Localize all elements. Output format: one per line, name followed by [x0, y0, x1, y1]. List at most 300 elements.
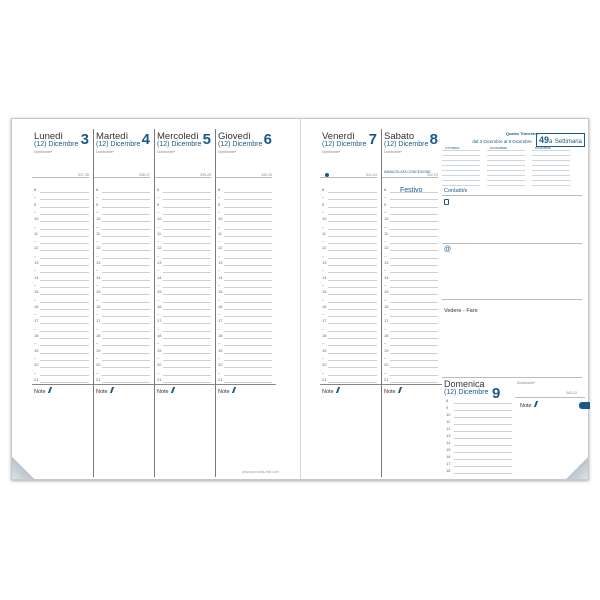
hour-line[interactable] — [390, 360, 438, 361]
hour-line[interactable] — [390, 258, 438, 259]
hour-line[interactable] — [40, 221, 89, 222]
hour-label: 17 — [157, 318, 162, 324]
hour-label: 9 — [96, 201, 99, 207]
hour-line[interactable] — [224, 280, 272, 281]
hour-line[interactable] — [328, 229, 377, 230]
divider — [216, 384, 276, 385]
hour-line[interactable] — [40, 353, 89, 354]
hour-line[interactable] — [390, 338, 438, 339]
hour-line[interactable] — [390, 323, 438, 324]
hour-line[interactable] — [224, 236, 272, 237]
hour-line[interactable] — [40, 214, 89, 215]
hour-line[interactable] — [102, 243, 150, 244]
hour-line[interactable] — [102, 250, 150, 251]
hour-line[interactable] — [40, 338, 89, 339]
hour-label: – — [157, 296, 160, 302]
hour-line[interactable] — [102, 323, 150, 324]
day-code: 337-28 — [78, 173, 89, 177]
hour-line[interactable] — [390, 229, 438, 230]
hour-line[interactable] — [40, 272, 89, 273]
hour-label: 13 — [322, 260, 327, 265]
hour-line[interactable] — [163, 316, 211, 317]
hour-line[interactable] — [390, 309, 438, 310]
hour-line[interactable] — [328, 302, 377, 303]
hour-line[interactable] — [102, 207, 150, 208]
hour-line[interactable] — [328, 207, 377, 208]
month-label-dec: DICEMBRE — [535, 146, 551, 150]
hour-label: 11 — [34, 230, 39, 236]
hour-label: 13 — [34, 260, 39, 265]
hour-label: – — [218, 340, 221, 346]
hour-label: 16 — [384, 303, 389, 309]
hour-line[interactable] — [102, 309, 150, 310]
agenda-spread — [11, 118, 589, 480]
contacts-label: Contatti/e — [444, 188, 468, 194]
hour-label: – — [218, 208, 221, 214]
hour-line[interactable] — [102, 265, 150, 266]
hour-line[interactable] — [454, 417, 512, 418]
hour-line[interactable] — [390, 236, 438, 237]
hour-line[interactable] — [224, 323, 272, 324]
day-saint: Dominante* — [96, 150, 115, 154]
hour-label: – — [96, 281, 99, 287]
hour-line[interactable] — [102, 316, 150, 317]
hour-line[interactable] — [40, 316, 89, 317]
hour-line[interactable] — [328, 309, 377, 310]
hour-line[interactable] — [328, 214, 377, 215]
hour-line[interactable] — [224, 229, 272, 230]
week-number: 49 — [539, 135, 550, 145]
quarter-range: dal 3 Dicembre al 9 Dicembre — [472, 139, 532, 144]
hour-line[interactable] — [224, 265, 272, 266]
hour-line[interactable] — [40, 367, 89, 368]
day-name: Lunedì — [34, 131, 64, 142]
hour-line[interactable] — [163, 236, 211, 237]
hour-label: – — [218, 325, 221, 331]
hour-label: 13 — [446, 433, 451, 438]
pen-icon — [232, 387, 236, 393]
mini-calendar-dec — [532, 150, 570, 186]
hour-line[interactable] — [163, 272, 211, 273]
hour-line[interactable] — [224, 345, 272, 346]
hour-line[interactable] — [40, 287, 89, 288]
quarter-title: Quarto Trimestre — [505, 131, 539, 136]
hour-line[interactable] — [328, 250, 377, 251]
hour-line[interactable] — [454, 438, 512, 439]
hour-line[interactable] — [163, 309, 211, 310]
hour-line[interactable] — [390, 221, 438, 222]
divider — [32, 384, 93, 385]
hour-line[interactable] — [163, 221, 211, 222]
hour-line[interactable] — [454, 424, 512, 425]
hour-line[interactable] — [163, 207, 211, 208]
hour-line[interactable] — [328, 192, 377, 193]
hour-label: – — [157, 208, 160, 214]
notes-area[interactable] — [384, 387, 401, 395]
hour-label: 9 — [218, 201, 221, 207]
hour-line[interactable] — [163, 294, 211, 295]
hour-line[interactable] — [40, 280, 89, 281]
hour-line[interactable] — [328, 360, 377, 361]
hour-line[interactable] — [224, 360, 272, 361]
hour-line[interactable] — [40, 323, 89, 324]
hour-line[interactable] — [102, 258, 150, 259]
hour-line[interactable] — [224, 316, 272, 317]
hour-label: – — [34, 252, 37, 258]
bullet-icon — [325, 173, 329, 177]
hour-line[interactable] — [328, 265, 377, 266]
hour-line[interactable] — [40, 309, 89, 310]
day-code: 342-23 — [427, 173, 438, 177]
day-column-5 — [154, 129, 215, 477]
hour-label: – — [322, 223, 325, 229]
hour-label: 9 — [446, 405, 449, 410]
day-code: 340-25 — [261, 173, 272, 177]
hour-line[interactable] — [328, 375, 377, 376]
hour-line[interactable] — [328, 316, 377, 317]
hour-label: – — [96, 296, 99, 302]
hour-line[interactable] — [454, 445, 512, 446]
sunday-month: (12) Dicembre — [444, 389, 489, 396]
hour-label: – — [96, 311, 99, 317]
hour-line[interactable] — [328, 345, 377, 346]
hour-line[interactable] — [328, 236, 377, 237]
hour-line[interactable] — [328, 199, 377, 200]
hour-label: – — [384, 267, 387, 273]
hour-label: 8 — [96, 187, 99, 192]
hour-line[interactable] — [40, 345, 89, 346]
week-label: Settimana — [554, 139, 582, 145]
hour-label: 8 — [384, 187, 387, 192]
day-month: (12) Dicembre — [96, 141, 141, 148]
hour-label: – — [384, 252, 387, 258]
hour-line[interactable] — [390, 345, 438, 346]
hour-line[interactable] — [40, 192, 89, 193]
hour-label: 18 — [157, 333, 162, 338]
hour-label: – — [218, 281, 221, 287]
hour-line[interactable] — [328, 338, 377, 339]
hour-line[interactable] — [224, 302, 272, 303]
divider — [94, 384, 154, 385]
hour-label: 15 — [34, 289, 39, 295]
hour-line[interactable] — [390, 353, 438, 354]
hour-line[interactable] — [102, 353, 150, 354]
hour-line[interactable] — [102, 360, 150, 361]
hour-line[interactable] — [224, 221, 272, 222]
hour-line[interactable] — [390, 280, 438, 281]
hour-label: 9 — [384, 201, 387, 207]
hour-line[interactable] — [224, 199, 272, 200]
hour-label: – — [34, 281, 37, 287]
hour-label: 14 — [322, 274, 327, 280]
hour-line[interactable] — [454, 452, 512, 453]
hour-line[interactable] — [390, 375, 438, 376]
notes-area[interactable] — [96, 387, 113, 395]
hour-line[interactable] — [163, 353, 211, 354]
hour-line[interactable] — [163, 265, 211, 266]
hour-label: – — [384, 354, 387, 360]
hour-line[interactable] — [454, 466, 512, 467]
day-saint: Dominante* — [384, 150, 403, 154]
hour-line[interactable] — [163, 338, 211, 339]
hour-line[interactable] — [102, 345, 150, 346]
day-number: 5 — [202, 131, 211, 148]
hour-line[interactable] — [454, 473, 512, 474]
hour-line[interactable] — [102, 294, 150, 295]
divider — [382, 177, 438, 178]
divider — [155, 384, 215, 385]
hour-line[interactable] — [224, 192, 272, 193]
hour-line[interactable] — [328, 367, 377, 368]
hour-label: 19 — [322, 347, 327, 353]
hour-line[interactable] — [163, 331, 211, 332]
hour-line[interactable] — [328, 243, 377, 244]
hour-line[interactable] — [40, 250, 89, 251]
hour-line[interactable] — [328, 287, 377, 288]
hour-line[interactable] — [390, 382, 438, 383]
hour-line[interactable] — [224, 375, 272, 376]
hour-line[interactable] — [40, 294, 89, 295]
hour-label: 12 — [384, 245, 389, 251]
hour-label: 8 — [157, 187, 160, 192]
day-name: Giovedì — [218, 131, 251, 142]
day-month: (12) Dicembre — [322, 141, 367, 148]
hour-label: 16 — [218, 303, 223, 309]
hour-label: 20 — [96, 362, 101, 368]
hour-line[interactable] — [40, 382, 89, 383]
hour-line[interactable] — [224, 338, 272, 339]
hour-line[interactable] — [390, 250, 438, 251]
hour-line[interactable] — [163, 375, 211, 376]
divider — [32, 177, 89, 178]
hour-line[interactable] — [102, 272, 150, 273]
hour-line[interactable] — [163, 382, 211, 383]
hour-label: – — [96, 238, 99, 244]
hour-line[interactable] — [224, 272, 272, 273]
hour-line[interactable] — [40, 375, 89, 376]
hour-label: – — [384, 369, 387, 375]
day-saint: Dominante* — [157, 150, 176, 154]
at-icon: @ — [444, 246, 452, 253]
divider — [442, 299, 582, 300]
hour-line[interactable] — [224, 382, 272, 383]
hour-line[interactable] — [328, 323, 377, 324]
hour-line[interactable] — [40, 258, 89, 259]
hour-line[interactable] — [328, 382, 377, 383]
hour-line[interactable] — [454, 403, 512, 404]
hour-line[interactable] — [390, 331, 438, 332]
hour-line[interactable] — [102, 192, 150, 193]
divider — [94, 177, 150, 178]
notes-area[interactable] — [34, 387, 51, 395]
hour-line[interactable] — [224, 294, 272, 295]
pen-icon — [398, 387, 402, 393]
hour-line[interactable] — [102, 199, 150, 200]
divider — [320, 177, 377, 178]
hour-label: – — [34, 267, 37, 273]
hour-label: – — [384, 208, 387, 214]
hour-line[interactable] — [40, 265, 89, 266]
hour-line[interactable] — [163, 258, 211, 259]
hour-label: 10 — [218, 216, 223, 222]
hour-line[interactable] — [102, 229, 150, 230]
hour-line[interactable] — [163, 367, 211, 368]
hour-label: 15 — [96, 289, 101, 295]
hour-line[interactable] — [40, 360, 89, 361]
hour-line[interactable] — [454, 459, 512, 460]
hour-line[interactable] — [390, 287, 438, 288]
hour-label: – — [96, 252, 99, 258]
hour-label: – — [96, 340, 99, 346]
hour-line[interactable] — [163, 214, 211, 215]
day-column-4 — [93, 129, 154, 477]
hour-line[interactable] — [328, 353, 377, 354]
hour-label: 20 — [34, 362, 39, 368]
hour-line[interactable] — [163, 243, 211, 244]
hour-label: – — [322, 296, 325, 302]
hour-label: 14 — [218, 274, 223, 280]
hour-label: 19 — [218, 347, 223, 353]
week-sep: a — [549, 139, 553, 145]
hour-label: 18 — [446, 468, 451, 473]
hour-line[interactable] — [328, 258, 377, 259]
hour-label: 12 — [446, 426, 451, 431]
hour-line[interactable] — [390, 302, 438, 303]
hour-line[interactable] — [40, 236, 89, 237]
hour-label: 8 — [322, 187, 325, 192]
hour-label: – — [157, 238, 160, 244]
hour-line[interactable] — [40, 302, 89, 303]
hour-label: – — [34, 354, 37, 360]
notes-label: Note — [157, 389, 169, 396]
hour-line[interactable] — [163, 280, 211, 281]
hour-line[interactable] — [102, 367, 150, 368]
hour-line[interactable] — [40, 199, 89, 200]
sunday-code: 343-22 — [566, 391, 577, 395]
hour-label: 14 — [34, 274, 39, 280]
hour-line[interactable] — [328, 331, 377, 332]
hour-label: – — [218, 369, 221, 375]
hour-label: 19 — [96, 347, 101, 353]
page-tab[interactable] — [579, 402, 590, 409]
hour-label: – — [218, 311, 221, 317]
hour-line[interactable] — [40, 229, 89, 230]
hour-label: – — [34, 340, 37, 346]
hour-label: 17 — [34, 318, 39, 324]
hour-line[interactable] — [224, 243, 272, 244]
hour-line[interactable] — [224, 214, 272, 215]
day-code: 339-26 — [200, 173, 211, 177]
hour-line[interactable] — [102, 214, 150, 215]
hour-line[interactable] — [224, 287, 272, 288]
hour-line[interactable] — [102, 221, 150, 222]
hour-line[interactable] — [224, 207, 272, 208]
day-name: Sabato — [384, 131, 415, 142]
hour-line[interactable] — [390, 367, 438, 368]
hour-line[interactable] — [390, 316, 438, 317]
hour-label: 11 — [96, 230, 101, 236]
hour-line[interactable] — [102, 331, 150, 332]
hour-line[interactable] — [328, 280, 377, 281]
hour-line[interactable] — [224, 258, 272, 259]
hour-line[interactable] — [390, 265, 438, 266]
notes-area[interactable] — [322, 387, 339, 395]
hour-label: 21 — [218, 376, 223, 382]
hour-line[interactable] — [102, 280, 150, 281]
hour-line[interactable] — [102, 302, 150, 303]
hour-line[interactable] — [40, 331, 89, 332]
hour-label: 18 — [384, 333, 389, 338]
hour-line[interactable] — [454, 410, 512, 411]
phone-icon — [444, 199, 449, 205]
day-code: 341-24 — [366, 173, 377, 177]
sunday-notes — [520, 401, 537, 409]
hour-line[interactable] — [102, 375, 150, 376]
pen-icon — [110, 387, 114, 393]
hour-line[interactable] — [328, 294, 377, 295]
hour-line[interactable] — [102, 338, 150, 339]
hour-line[interactable] — [224, 367, 272, 368]
hour-line[interactable] — [390, 214, 438, 215]
hour-line[interactable] — [224, 353, 272, 354]
todo-label: Vedere - Fare — [444, 308, 478, 314]
hour-line[interactable] — [102, 236, 150, 237]
hour-line[interactable] — [390, 243, 438, 244]
hour-line[interactable] — [328, 272, 377, 273]
hour-line[interactable] — [102, 287, 150, 288]
hour-line[interactable] — [390, 199, 438, 200]
hour-label: – — [34, 208, 37, 214]
hour-line[interactable] — [163, 250, 211, 251]
hour-line[interactable] — [102, 382, 150, 383]
hour-line[interactable] — [163, 229, 211, 230]
hour-line[interactable] — [163, 287, 211, 288]
hour-line[interactable] — [224, 331, 272, 332]
notes-area[interactable] — [218, 387, 235, 395]
month-label-oct: OTTOBRE — [445, 146, 460, 150]
hour-line[interactable] — [163, 345, 211, 346]
week-number-badge — [536, 133, 585, 147]
hour-line[interactable] — [390, 272, 438, 273]
hour-line[interactable] — [224, 309, 272, 310]
hour-line[interactable] — [163, 323, 211, 324]
hour-line[interactable] — [163, 199, 211, 200]
hour-label: 11 — [384, 230, 389, 236]
notes-area[interactable] — [157, 387, 174, 395]
hour-label: – — [96, 194, 99, 200]
hour-line[interactable] — [390, 294, 438, 295]
hour-label: 13 — [218, 260, 223, 265]
hour-line[interactable] — [163, 302, 211, 303]
pen-icon — [48, 387, 52, 393]
day-month: (12) Dicembre — [157, 141, 202, 148]
hour-line[interactable] — [454, 431, 512, 432]
hour-line[interactable] — [163, 192, 211, 193]
hour-line[interactable] — [328, 221, 377, 222]
mini-calendar-oct — [442, 150, 480, 186]
hour-line[interactable] — [224, 250, 272, 251]
hour-label: 21 — [157, 376, 162, 382]
hour-label: 19 — [157, 347, 162, 353]
hour-label: 18 — [96, 333, 101, 338]
hour-line[interactable] — [163, 360, 211, 361]
hour-line[interactable] — [40, 243, 89, 244]
page-corner — [12, 457, 34, 479]
notes-label: Note — [322, 389, 334, 396]
hour-label: – — [157, 325, 160, 331]
hour-line[interactable] — [390, 207, 438, 208]
hour-line[interactable] — [40, 207, 89, 208]
